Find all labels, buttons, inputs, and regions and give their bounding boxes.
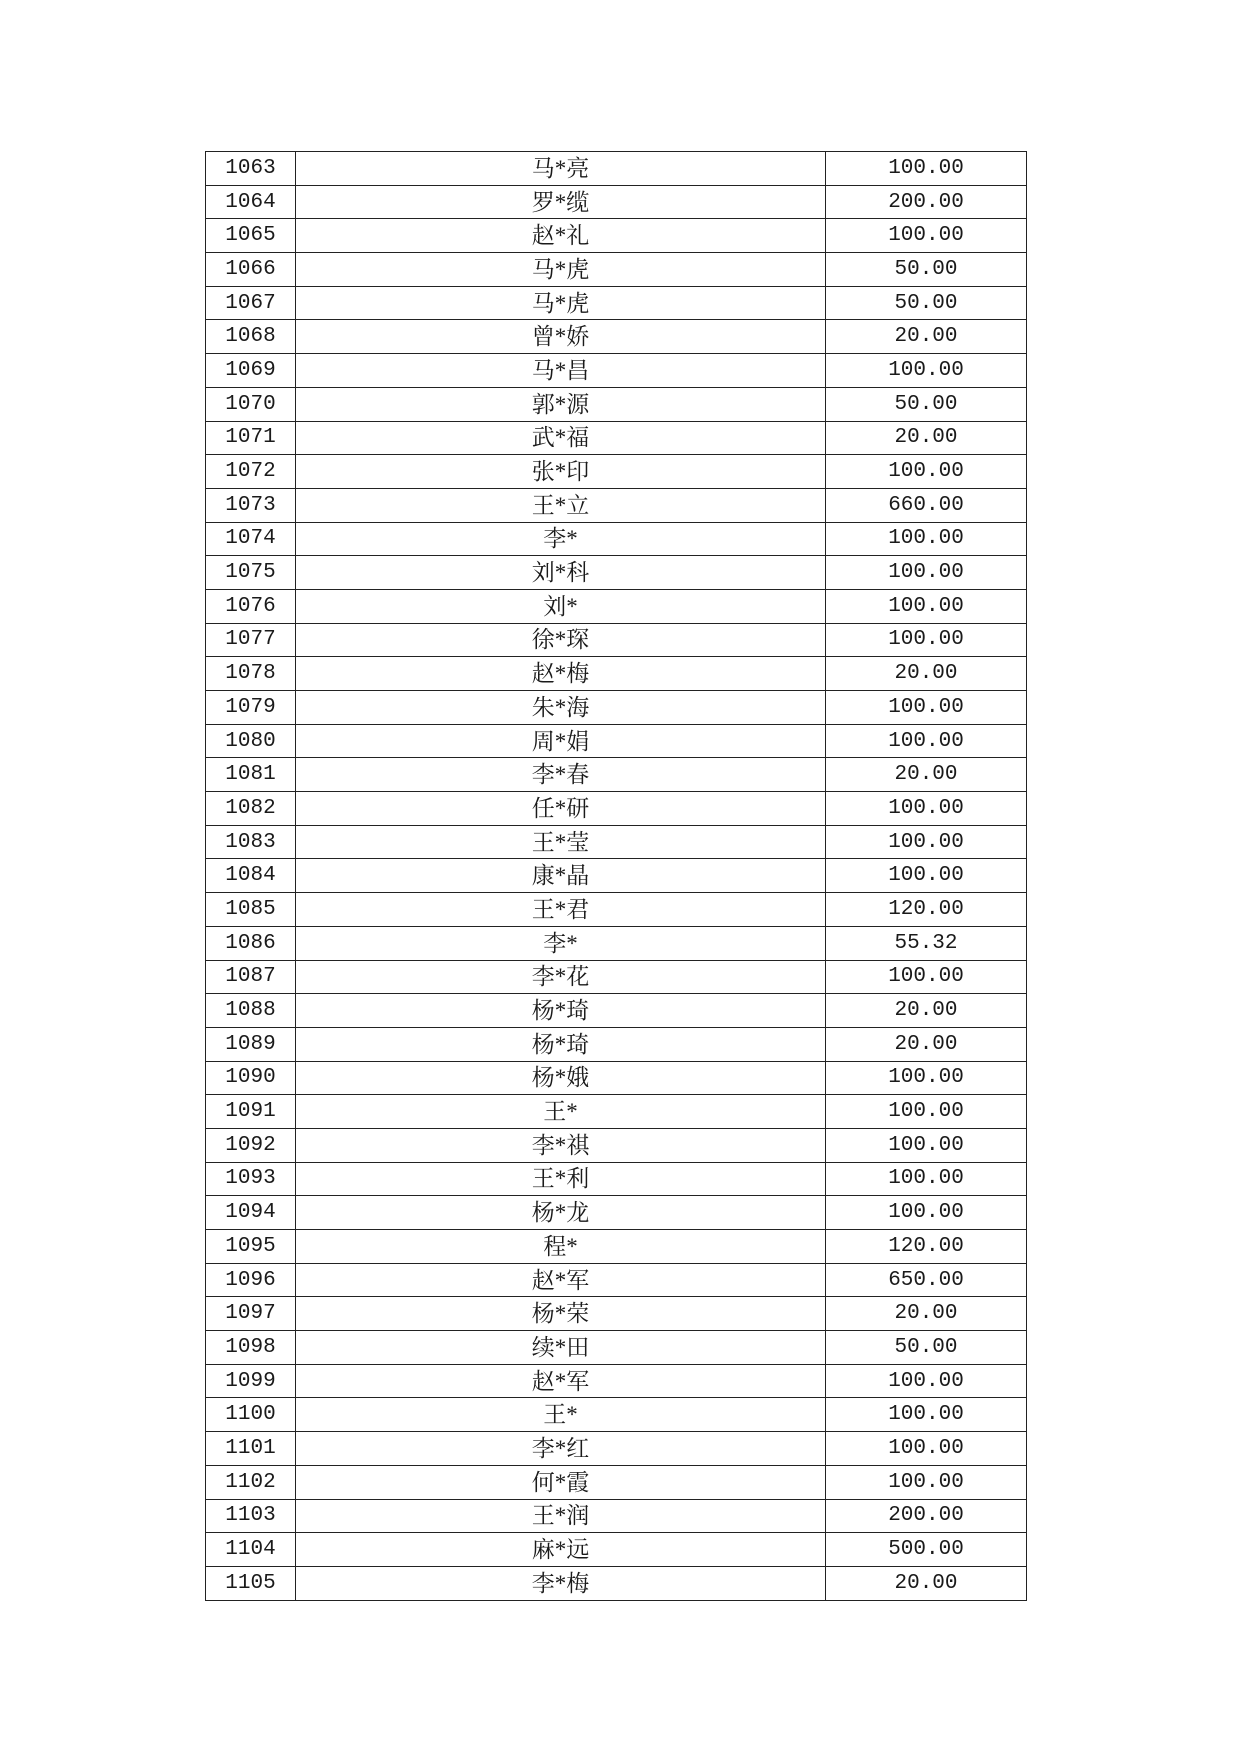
table-row: [206, 1398, 1027, 1432]
table-row: [206, 522, 1027, 556]
row-number-cell: 1092: [206, 1128, 296, 1162]
row-number-cell: 1102: [206, 1465, 296, 1499]
row-number-cell: 1105: [206, 1566, 296, 1600]
table-row: [206, 253, 1027, 287]
row-number-cell: 1076: [206, 589, 296, 623]
name-cell: 郭*源: [296, 387, 826, 421]
table-row: [206, 354, 1027, 388]
table-row: [206, 286, 1027, 320]
name-cell: 李*: [296, 926, 826, 960]
row-number-cell: 1095: [206, 1230, 296, 1264]
name-cell: 赵*梅: [296, 657, 826, 691]
name-cell: 何*霞: [296, 1465, 826, 1499]
amount-cell: 100.00: [826, 1465, 1027, 1499]
row-number-cell: 1100: [206, 1398, 296, 1432]
row-number-cell: 1098: [206, 1331, 296, 1365]
amount-cell: 120.00: [826, 1230, 1027, 1264]
name-cell: 赵*军: [296, 1364, 826, 1398]
amount-cell: 20.00: [826, 657, 1027, 691]
table-row: [206, 1061, 1027, 1095]
row-number-cell: 1085: [206, 893, 296, 927]
row-number-cell: 1082: [206, 792, 296, 826]
name-cell: 张*印: [296, 455, 826, 489]
table-row: [206, 859, 1027, 893]
table-row: [206, 1196, 1027, 1230]
row-number-cell: 1066: [206, 253, 296, 287]
table-row: [206, 1331, 1027, 1365]
row-number-cell: 1084: [206, 859, 296, 893]
row-number-cell: 1101: [206, 1432, 296, 1466]
row-number-cell: 1070: [206, 387, 296, 421]
table-row: [206, 1499, 1027, 1533]
row-number-cell: 1097: [206, 1297, 296, 1331]
table-row: [206, 1162, 1027, 1196]
name-cell: 马*亮: [296, 152, 826, 186]
name-cell: 李*梅: [296, 1566, 826, 1600]
table-row: [206, 657, 1027, 691]
name-cell: 麻*远: [296, 1533, 826, 1567]
table-row: [206, 219, 1027, 253]
name-cell: 杨*琦: [296, 994, 826, 1028]
amount-cell: 20.00: [826, 1297, 1027, 1331]
amount-cell: 120.00: [826, 893, 1027, 927]
row-number-cell: 1080: [206, 724, 296, 758]
name-cell: 赵*军: [296, 1263, 826, 1297]
amount-cell: 100.00: [826, 623, 1027, 657]
amount-cell: 55.32: [826, 926, 1027, 960]
row-number-cell: 1071: [206, 421, 296, 455]
table-row: [206, 1027, 1027, 1061]
table-row: [206, 556, 1027, 590]
table-row: [206, 1263, 1027, 1297]
name-cell: 杨*琦: [296, 1027, 826, 1061]
amount-cell: 20.00: [826, 1566, 1027, 1600]
table-row: [206, 893, 1027, 927]
row-number-cell: 1064: [206, 185, 296, 219]
amount-cell: 50.00: [826, 253, 1027, 287]
amount-cell: 100.00: [826, 152, 1027, 186]
row-number-cell: 1065: [206, 219, 296, 253]
amount-cell: 100.00: [826, 1128, 1027, 1162]
name-cell: 赵*礼: [296, 219, 826, 253]
name-cell: 曾*娇: [296, 320, 826, 354]
amount-cell: 100.00: [826, 1162, 1027, 1196]
name-cell: 任*研: [296, 792, 826, 826]
table-row: [206, 623, 1027, 657]
amount-cell: 100.00: [826, 522, 1027, 556]
row-number-cell: 1087: [206, 960, 296, 994]
row-number-cell: 1083: [206, 825, 296, 859]
name-cell: 程*: [296, 1230, 826, 1264]
table-row: [206, 1297, 1027, 1331]
donation-table: [205, 151, 1027, 1601]
amount-cell: 660.00: [826, 488, 1027, 522]
row-number-cell: 1067: [206, 286, 296, 320]
amount-cell: 200.00: [826, 185, 1027, 219]
amount-cell: 50.00: [826, 387, 1027, 421]
row-number-cell: 1091: [206, 1095, 296, 1129]
table-row: [206, 1230, 1027, 1264]
name-cell: 王*利: [296, 1162, 826, 1196]
table-row: [206, 994, 1027, 1028]
amount-cell: 100.00: [826, 219, 1027, 253]
amount-cell: 100.00: [826, 1364, 1027, 1398]
row-number-cell: 1096: [206, 1263, 296, 1297]
table-row: [206, 1432, 1027, 1466]
amount-cell: 100.00: [826, 354, 1027, 388]
name-cell: 续*田: [296, 1331, 826, 1365]
amount-cell: 20.00: [826, 1027, 1027, 1061]
row-number-cell: 1078: [206, 657, 296, 691]
table-row: [206, 488, 1027, 522]
row-number-cell: 1104: [206, 1533, 296, 1567]
amount-cell: 100.00: [826, 455, 1027, 489]
row-number-cell: 1090: [206, 1061, 296, 1095]
row-number-cell: 1081: [206, 758, 296, 792]
name-cell: 王*立: [296, 488, 826, 522]
table-row: [206, 724, 1027, 758]
table-body: [206, 152, 1027, 1601]
table-row: [206, 1364, 1027, 1398]
row-number-cell: 1088: [206, 994, 296, 1028]
name-cell: 杨*荣: [296, 1297, 826, 1331]
name-cell: 杨*龙: [296, 1196, 826, 1230]
row-number-cell: 1069: [206, 354, 296, 388]
row-number-cell: 1079: [206, 691, 296, 725]
table-row: [206, 960, 1027, 994]
amount-cell: 100.00: [826, 1398, 1027, 1432]
row-number-cell: 1063: [206, 152, 296, 186]
amount-cell: 100.00: [826, 1061, 1027, 1095]
name-cell: 李*红: [296, 1432, 826, 1466]
name-cell: 王*: [296, 1398, 826, 1432]
name-cell: 马*昌: [296, 354, 826, 388]
name-cell: 杨*娥: [296, 1061, 826, 1095]
name-cell: 罗*缆: [296, 185, 826, 219]
table-row: [206, 691, 1027, 725]
table-row: [206, 926, 1027, 960]
row-number-cell: 1075: [206, 556, 296, 590]
row-number-cell: 1077: [206, 623, 296, 657]
name-cell: 李*花: [296, 960, 826, 994]
amount-cell: 500.00: [826, 1533, 1027, 1567]
name-cell: 王*君: [296, 893, 826, 927]
table-row: [206, 1533, 1027, 1567]
table-row: [206, 387, 1027, 421]
table-row: [206, 421, 1027, 455]
name-cell: 周*娟: [296, 724, 826, 758]
name-cell: 王*莹: [296, 825, 826, 859]
table-row: [206, 1465, 1027, 1499]
amount-cell: 20.00: [826, 421, 1027, 455]
amount-cell: 200.00: [826, 1499, 1027, 1533]
name-cell: 马*虎: [296, 286, 826, 320]
amount-cell: 100.00: [826, 1196, 1027, 1230]
row-number-cell: 1068: [206, 320, 296, 354]
row-number-cell: 1086: [206, 926, 296, 960]
row-number-cell: 1089: [206, 1027, 296, 1061]
row-number-cell: 1073: [206, 488, 296, 522]
amount-cell: 20.00: [826, 320, 1027, 354]
amount-cell: 100.00: [826, 960, 1027, 994]
table-row: [206, 1128, 1027, 1162]
table-row: [206, 758, 1027, 792]
name-cell: 康*晶: [296, 859, 826, 893]
amount-cell: 100.00: [826, 691, 1027, 725]
row-number-cell: 1072: [206, 455, 296, 489]
row-number-cell: 1093: [206, 1162, 296, 1196]
name-cell: 王*: [296, 1095, 826, 1129]
row-number-cell: 1103: [206, 1499, 296, 1533]
name-cell: 朱*海: [296, 691, 826, 725]
amount-cell: 100.00: [826, 825, 1027, 859]
name-cell: 马*虎: [296, 253, 826, 287]
name-cell: 李*春: [296, 758, 826, 792]
table-row: [206, 589, 1027, 623]
amount-cell: 100.00: [826, 792, 1027, 826]
name-cell: 武*福: [296, 421, 826, 455]
name-cell: 李*: [296, 522, 826, 556]
amount-cell: 100.00: [826, 589, 1027, 623]
name-cell: 刘*科: [296, 556, 826, 590]
amount-cell: 20.00: [826, 994, 1027, 1028]
name-cell: 李*祺: [296, 1128, 826, 1162]
amount-cell: 650.00: [826, 1263, 1027, 1297]
amount-cell: 100.00: [826, 1432, 1027, 1466]
amount-cell: 100.00: [826, 1095, 1027, 1129]
name-cell: 刘*: [296, 589, 826, 623]
amount-cell: 50.00: [826, 286, 1027, 320]
row-number-cell: 1094: [206, 1196, 296, 1230]
row-number-cell: 1074: [206, 522, 296, 556]
table-row: [206, 1095, 1027, 1129]
amount-cell: 100.00: [826, 556, 1027, 590]
amount-cell: 100.00: [826, 724, 1027, 758]
table-row: [206, 185, 1027, 219]
table-row: [206, 792, 1027, 826]
amount-cell: 20.00: [826, 758, 1027, 792]
table-row: [206, 1566, 1027, 1600]
name-cell: 王*润: [296, 1499, 826, 1533]
amount-cell: 100.00: [826, 859, 1027, 893]
table-row: [206, 825, 1027, 859]
amount-cell: 50.00: [826, 1331, 1027, 1365]
table-row: [206, 320, 1027, 354]
table-row: [206, 455, 1027, 489]
name-cell: 徐*琛: [296, 623, 826, 657]
row-number-cell: 1099: [206, 1364, 296, 1398]
table-row: [206, 152, 1027, 186]
